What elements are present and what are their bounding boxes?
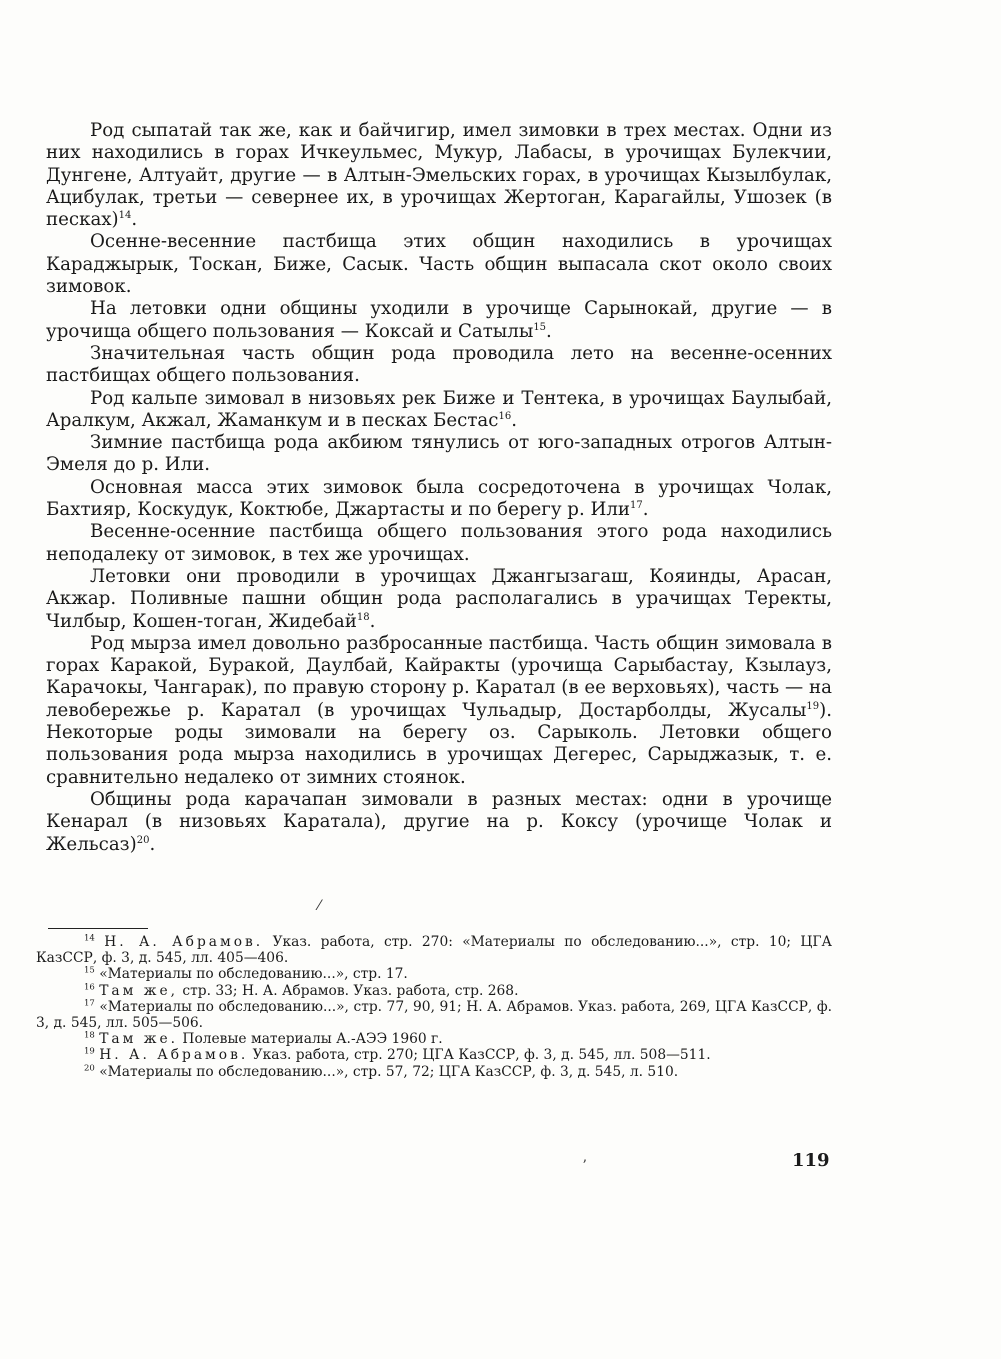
footnote: $^{18}$ Там же. Полевые материалы А.-АЭЭ 1960 г.	[84, 1030, 443, 1048]
page-number: 119	[792, 1150, 830, 1171]
paragraph: На летовки одни общины уходили в урочище Сарынокай, другие — в урочища общего пользования — Коксай и Сатылы$^{15}$.	[46, 298, 832, 342]
footnote-ref[interactable]: 18	[356, 611, 370, 623]
footnote: $^{20}$ «Материалы по обследованию...», стр. 57, 72; ЦГА КазССР, ф. 3, д. 545, л. 510.	[84, 1063, 679, 1080]
paragraph: Род сыпатай так же, как и байчигир, имел зимовки в трех местах. Одни из них находились в горах Ичкеульмес, Мукур, Лабасы, в урочищах Булекчии, Дунгене, Алтуайт, другие — в Алтын-Эмельских горах, в урочищах Кызылбулак, Ацибулак, третьи — севернее их, в урочищах Жертоган, Карагайлы, Ушозек (в песках)$^{14}$.	[46, 120, 832, 231]
stray-mark-icon: ʼ	[582, 1158, 587, 1174]
footnote-ref[interactable]: 15	[533, 321, 547, 333]
footnote-ref[interactable]: 17	[630, 499, 643, 511]
paragraph: Значительная часть общин рода проводила лето на весенне-осенних пастбищах общего пользования.	[46, 342, 832, 387]
footnote: $^{19}$ Н. А. Абрамов. Указ. работа, стр. 270; ЦГА КазССР, ф. 3, д. 545, лл. 508—511.	[84, 1046, 711, 1064]
footnote-ref[interactable]: 14	[118, 210, 132, 222]
paragraph: Род мырза имел довольно разбросанные пастбища. Часть общин зимовала в горах Каракой, Буракой, Даулбай, Кайракты (урочища Сарыбастау, Кзылауз, Карачокы, Чангарак), по правую сторону р. Каратал (в ее верховьях), часть — на левобережье р. Каратал (в урочищах Чульадыр, Достарболды, Жусалы$^{19}$). Некоторые роды зимовали на берегу оз. Сарыколь. Летовки общего пользования рода мырза находились в урочищах Дегерес, Сарыджазык, т. е. сравнительно недалеко от зимних стоянок.	[46, 632, 832, 788]
paragraph: Общины рода карачапан зимовали в разных местах: одни в урочище Кенарал (в низовьях Каратала), другие на р. Коксу (урочище Чолак и Жельсаз)$^{20}$.	[46, 788, 832, 855]
stray-mark-icon: ⁄	[318, 898, 321, 914]
paragraph: Основная масса этих зимовок была сосредоточена в урочищах Чолак, Бахтияр, Коскудук, Коктюбе, Джартасты и по берегу р. Или$^{17}$.	[46, 476, 832, 521]
footnotes	[36, 934, 832, 1080]
footnote-ref[interactable]: 19	[806, 700, 820, 712]
paragraph: Зимние пастбища рода акбиюм тянулись от юго-западных отрогов Алтын-Эмеля до р. Или.	[46, 432, 832, 476]
footnote: $^{17}$ «Материалы по обследованию...», стр. 77, 90, 91; Н. А. Абрамов. Указ. работа, 269, ЦГА КазССР, ф. 3, д. 545, лл. 505—506.	[36, 998, 833, 1032]
footnote: $^{14}$ Н. А. Абрамов. Указ. работа, стр. 270: «Материалы по обследованию...», стр. 10; ЦГА КазССР, ф. 3, д. 545, лл. 405—406.	[36, 933, 833, 967]
main-text	[46, 120, 832, 856]
paragraph: Осенне-весенние пастбища этих общин находились в урочищах Караджырык, Тоскан, Биже, Сасык. Часть общин выпасала скот около своих зимовок.	[46, 231, 832, 298]
paragraph: Весенне-осенние пастбища общего пользования этого рода находились неподалеку от зимовок, в тех же урочищах.	[46, 521, 832, 565]
footnote: $^{16}$ Там же, стр. 33; Н. А. Абрамов. Указ. работа, стр. 268.	[84, 982, 519, 999]
footnote-divider	[48, 928, 148, 929]
footnote-ref[interactable]: 20	[136, 834, 150, 846]
footnote-ref[interactable]: 16	[498, 410, 512, 422]
paragraph: Род кальпе зимовал в низовьях рек Биже и Тентека, в урочищах Баулыбай, Аралкум, Акжал, Жаманкум и в песках Бестас$^{16}$.	[46, 387, 832, 431]
paragraph: Летовки они проводили в урочищах Джангызагаш, Кояинды, Арасан, Акжар. Поливные пашни общин рода располагались в урачищах Теректы, Чилбыр, Кошен-тоган, Жидебай$^{18}$.	[46, 565, 832, 632]
footnote: $^{15}$ «Материалы по обследованию...», стр. 17.	[84, 965, 408, 983]
